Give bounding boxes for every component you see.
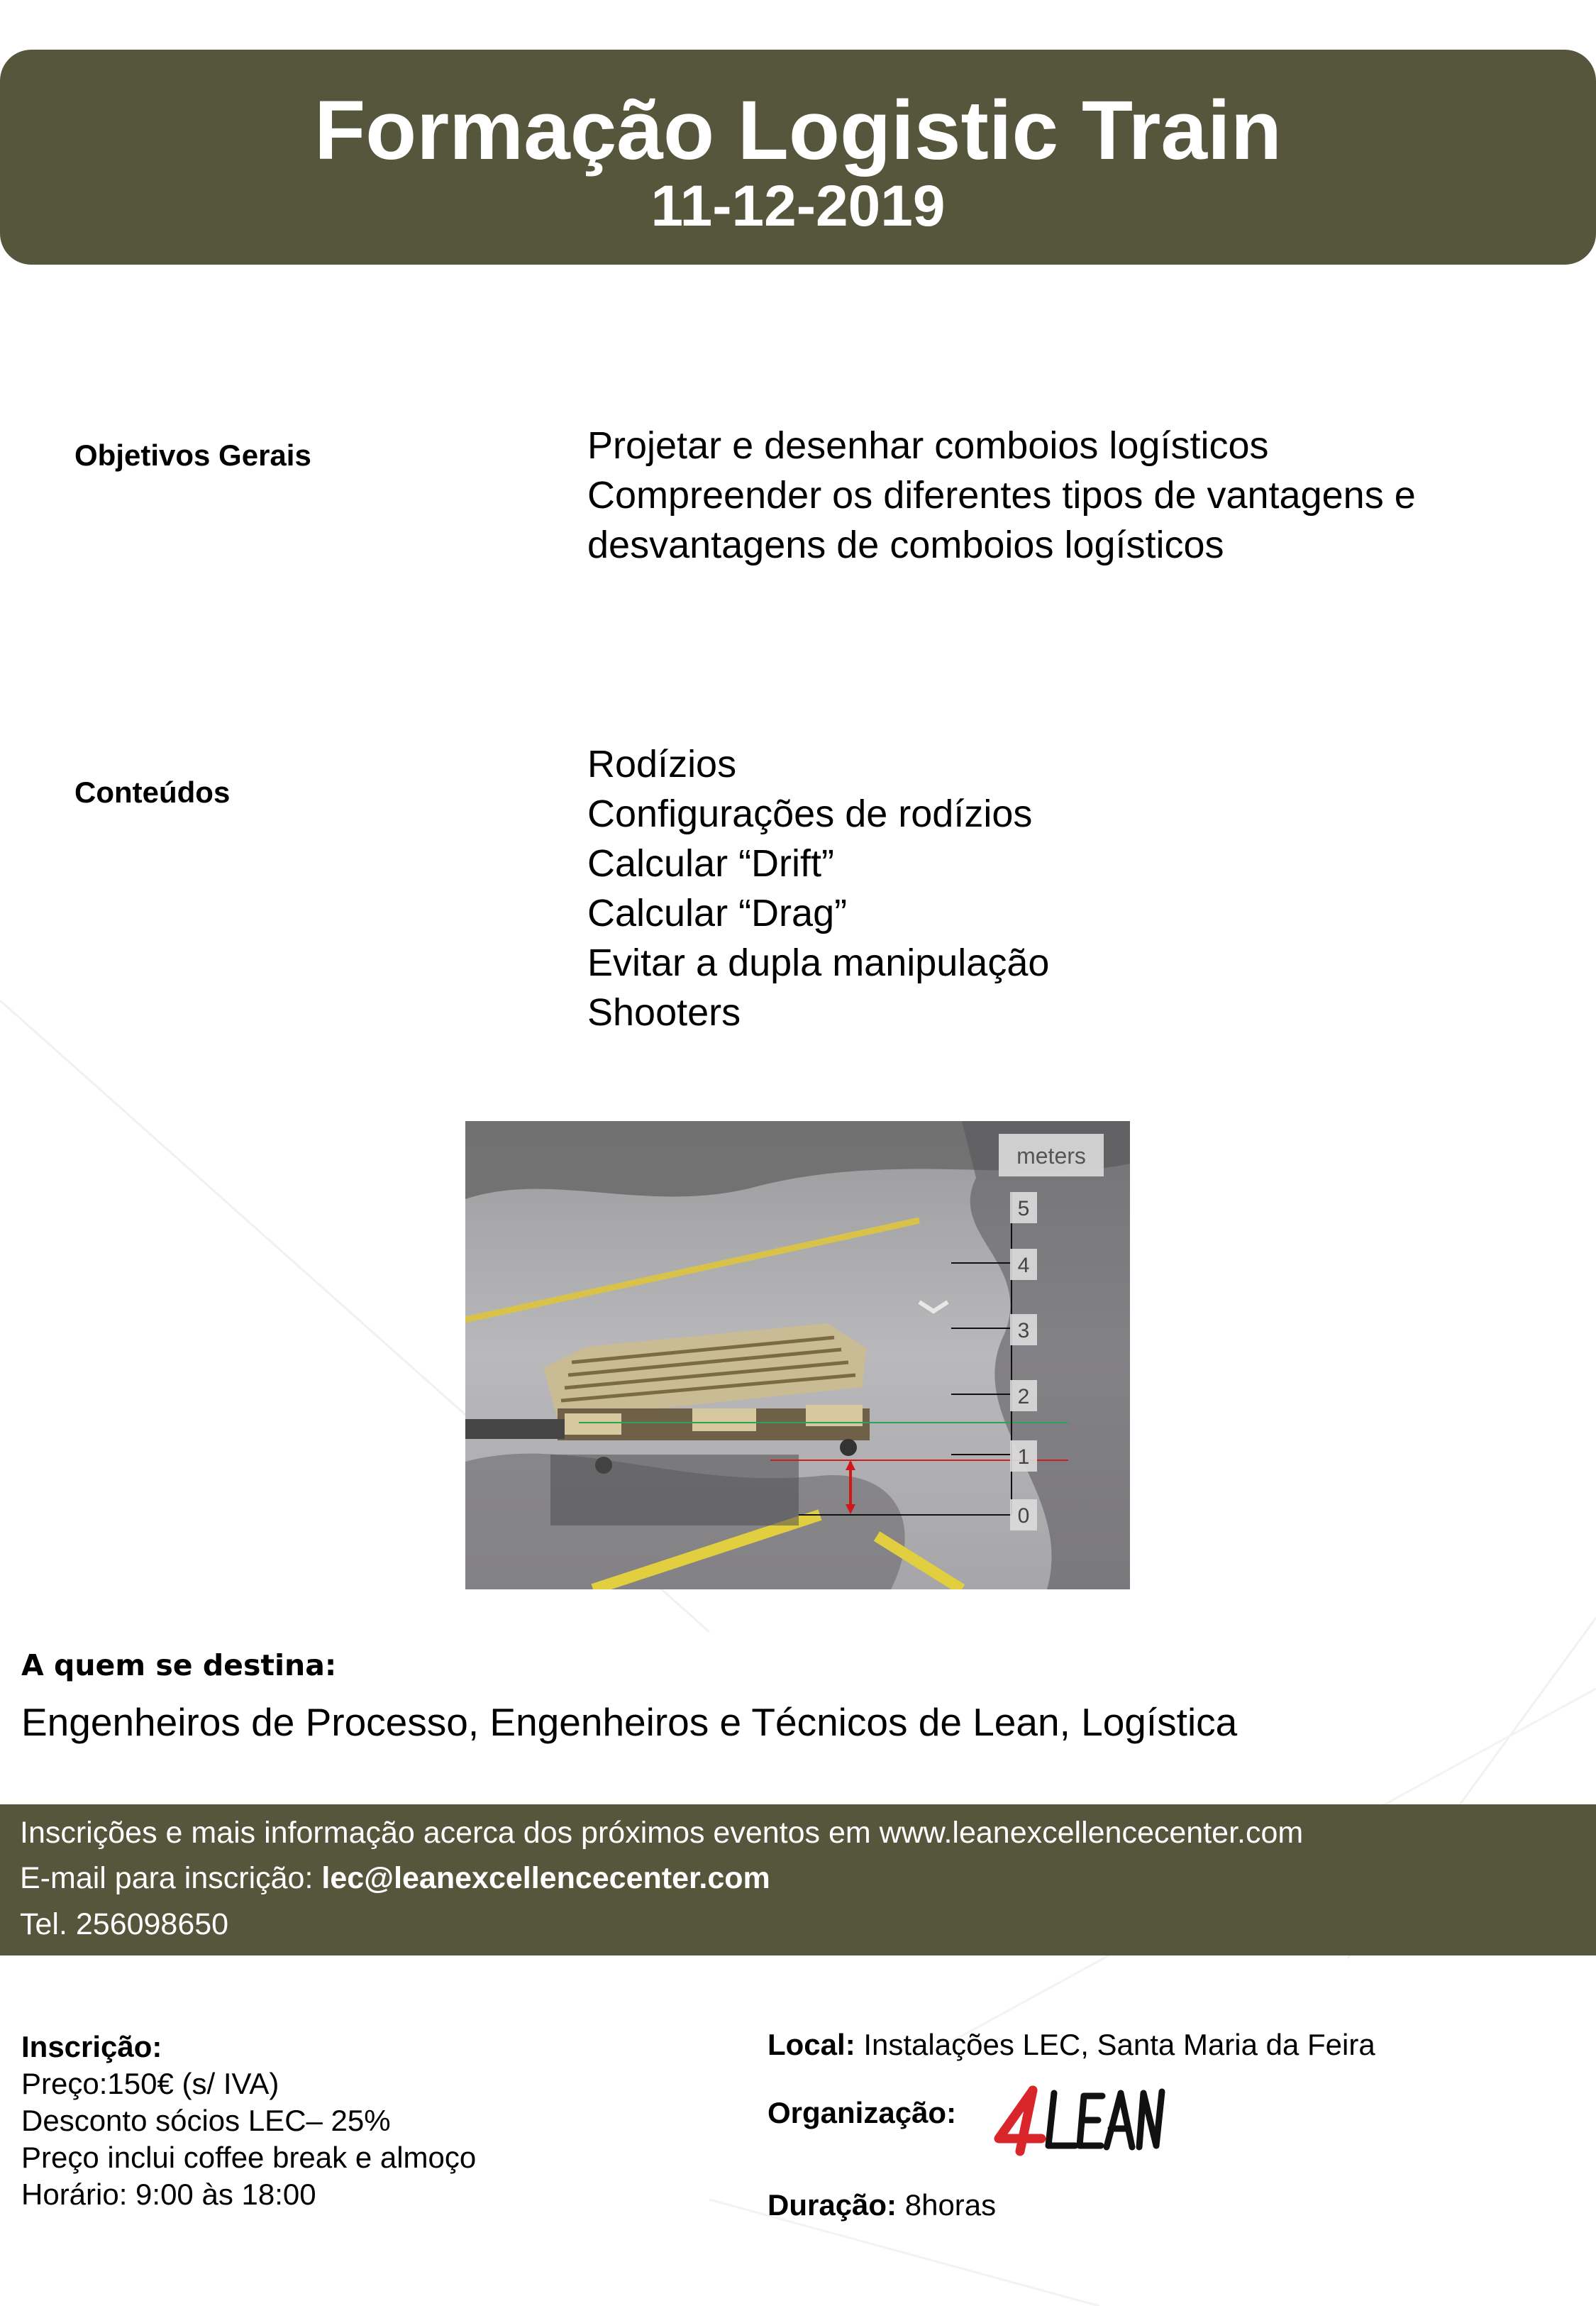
email-label: E-mail para inscrição: [20,1861,322,1895]
registration-discount: Desconto sócios LEC– 25% [21,2104,391,2137]
duration-value: 8horas [897,2188,997,2222]
page-title: Formação Logistic Train [314,84,1282,177]
scale-tick: 0 [1017,1504,1030,1528]
scale-tick: 2 [1017,1385,1030,1408]
content-item: Calcular “Drift” [587,842,835,885]
contents-label: Conteúdos [74,776,231,809]
info-events-line: Inscrições e mais informação acerca dos próximos eventos em www.leanexcellencecenter.com [20,1816,1304,1850]
info-email-line [20,1861,770,1896]
objective-item: Compreender os diferentes tipos de vantagens e [587,474,1416,517]
4lean-logo [992,2080,1170,2160]
content-item: Configurações de rodízios [587,793,1033,835]
scale-tick: 5 [1017,1197,1030,1220]
info-phone: Tel. 256098650 [20,1907,229,1941]
location-label: Local: [767,2028,855,2061]
logistic-train-photo [465,1121,1130,1589]
location-value: Instalações LEC, Santa Maria da Feira [855,2028,1375,2061]
duration-label: Duração: [767,2188,897,2222]
content-item: Calcular “Drag” [587,892,848,934]
content-item: Shooters [587,991,741,1034]
header-banner [0,50,1596,265]
content-item: Rodízios [587,743,737,785]
registration-price: Preço:150€ (s/ IVA) [21,2067,279,2100]
objectives-list [587,421,1416,570]
audience-title: A quem se destina: [21,1648,337,1682]
contents-list [587,739,1049,1037]
scale-tick: 3 [1017,1319,1030,1342]
registration-title: Inscrição: [21,2030,162,2063]
info-band [0,1804,1596,1955]
email-address[interactable]: lec@leanexcellencecenter.com [321,1861,770,1895]
event-date: 11-12-2019 [650,174,946,238]
location [767,2027,1375,2063]
scale-tick: 4 [1017,1254,1030,1277]
duration [767,2188,996,2223]
objectives-label: Objetivos Gerais [74,438,311,472]
objective-item: desvantagens de comboios logísticos [587,524,1224,566]
organization-label: Organização: [767,2096,957,2129]
content-item: Evitar a dupla manipulação [587,942,1050,984]
objective-item: Projetar e desenhar comboios logísticos [587,424,1269,467]
scale-tick: 1 [1017,1445,1030,1469]
registration-schedule: Horário: 9:00 às 18:00 [21,2178,316,2211]
registration-includes: Preço inclui coffee break e almoço [21,2141,477,2174]
audience-text: Engenheiros de Processo, Engenheiros e Técnicos de Lean, Logística [21,1700,1238,1744]
scale-label: meters [1016,1143,1086,1169]
